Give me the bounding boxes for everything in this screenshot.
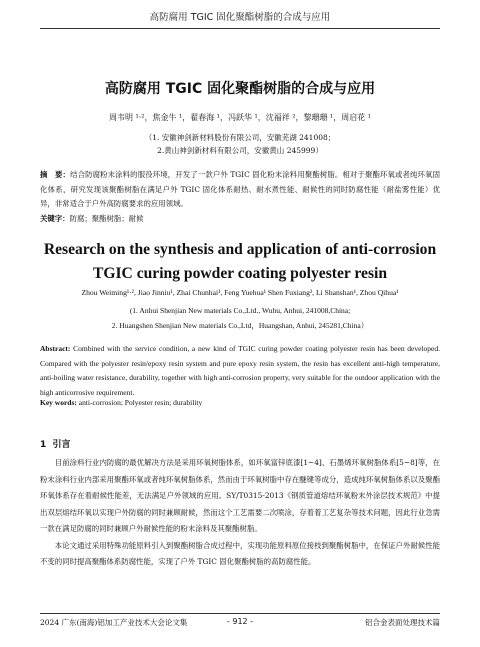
title-chinese: 高防腐用 TGIC 固化聚酯树脂的合成与应用 <box>104 81 376 97</box>
running-head: 高防腐用 TGIC 固化聚酯树脂的合成与应用 <box>149 12 331 23</box>
footer-rule <box>40 613 440 614</box>
abstract-cn-label: 摘 要： <box>40 170 71 179</box>
keywords-en-label: Key words: <box>40 398 77 407</box>
section-number: 1 <box>40 440 47 450</box>
paragraph: 本论文通过采用特殊功能原料引入到聚酯树脂合成过程中，实现功能原料原位接枝到聚酯树脂中，在保证户外耐候性能不变的同时提高聚酯体系防腐性能，实现了户外 TGIC 固化聚酯树脂的高防腐性能。 <box>40 540 440 566</box>
keywords-en-text: anti-corrosion; Polyester resin; durability <box>76 398 203 407</box>
section-title: 引言 <box>52 440 71 450</box>
page-number: - 912 - <box>226 617 254 626</box>
footer-right: 铝合金表面处理技术篇 <box>365 618 440 627</box>
header-rule <box>40 28 440 29</box>
keywords-english <box>40 398 440 407</box>
section-heading <box>40 437 71 450</box>
abstract-en-text: Combined with the service condition, a new kind of TGIC curing powder coating polyester resin has been developed. Compared with the polyester resin/epoxy resin system and pure epoxy resin system, the resin has excellent anti-high temperature, anti-boiling water resistance, durability, together with high anti-corrosion property, very suitable for the outdoor application with the high anticorrosive requirement. <box>40 344 440 397</box>
abstract-chinese <box>40 168 440 212</box>
keywords-cn-label: 关键字： <box>40 214 70 223</box>
paragraph: 目前涂料行业内防腐的最优解决方法是采用环氧树脂体系，如环氧富锌底漆[1~4]、石墨烯环氧树脂体系[5~8]等，在粉末涂料行业内部采用聚酯环氧或者纯环氧树脂体系，然而由于环氧树脂中存在醚键等成分，造成纯环氧树脂体系以及聚酯环氧体系存在着耐候性能差，无法满足户外领域的应用。SY/T0315-2013《钢质管道熔结环氧粉末外涂层技术规范》中提出双层熔结环氧以实现户外防腐的同时兼顾耐候，然而这个工艺需要二次喷涂，存着着工艺复杂等技术问题，因此行业急需一款在满足防腐的同时兼顾户外耐候性能的粉末涂料及其聚酯树脂。 <box>40 458 440 533</box>
footer-left: 2024 广东(南海)铝加工产业技术大会论文集 <box>40 618 188 627</box>
affiliation-en-2: 2. Huangshen Shenjian New materials Co.,Ltd，Huangshan, Anhui, 245281,China） <box>111 321 369 330</box>
title-english: Research on the synthesis and application of anti-corrosion TGIC curing powder coating polyester resin <box>43 241 437 282</box>
keywords-chinese <box>40 213 440 224</box>
body-text <box>40 455 440 571</box>
authors-english: Zhou Weiming¹·², Jiao Jinniu¹, Zhai Chunhai¹, Feng Yuehua¹ Shen Fuxiang², Li Shanshan¹, Zhou Qihua¹ <box>81 288 399 297</box>
affiliation-cn-2: 2.黄山神剑新材料有限公司，安徽黄山 245999） <box>157 146 323 155</box>
abstract-cn-text: 结合防腐粉末涂料的服役环境，开发了一款户外 TGIC 固化粉末涂料用聚酯树脂。相对于聚酯环氧或者纯环氧固化体系，研究发现该聚酯树脂在满足户外 TGIC 固化体系耐热、耐水煮性能、耐候性的同时防腐性能（耐盐雾性能）优异，非常适合于户外高防腐要求的应用领域。 <box>40 170 440 208</box>
affiliation-en-1: (1. Anhui Shenjian New materials Co.,Ltd., Wuhu, Anhui, 241008,China; <box>129 306 351 315</box>
abstract-en-label: Abstract: <box>40 344 71 353</box>
affiliation-cn-1: （1. 安徽神剑新材料股份有限公司，安徽芜湖 241008； <box>144 133 336 142</box>
keywords-cn-text: 防腐；聚酯树脂；耐候 <box>69 214 144 223</box>
authors-chinese: 周韦明 ¹·²，焦金牛 ¹，翟春海 ¹，冯跃华 ¹，沈福祥 ²，黎珊珊 ¹，周启花 ¹ <box>109 113 371 122</box>
abstract-english <box>40 342 440 400</box>
